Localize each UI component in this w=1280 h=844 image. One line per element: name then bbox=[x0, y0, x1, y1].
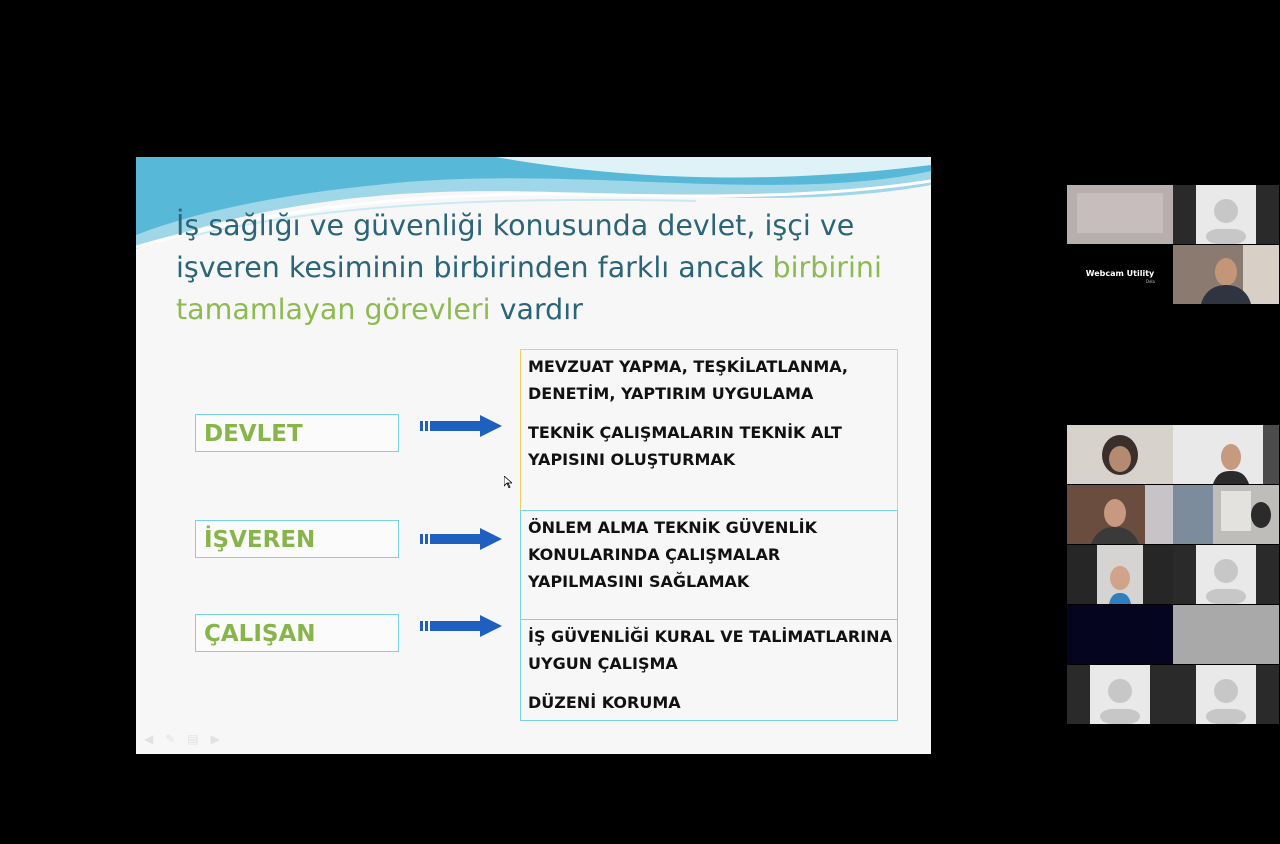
participant-tile-video[interactable] bbox=[1067, 425, 1173, 484]
back-arrow-icon[interactable]: ◀ bbox=[144, 732, 154, 746]
participant-tile-video[interactable] bbox=[1173, 425, 1279, 484]
slide-title bbox=[176, 205, 906, 331]
arrow-right-icon bbox=[420, 528, 502, 550]
participant-tile-video[interactable] bbox=[1173, 485, 1279, 544]
pen-icon[interactable]: ✎ bbox=[165, 732, 176, 746]
participant-tile-video[interactable] bbox=[1067, 485, 1173, 544]
participant-tile-dark[interactable] bbox=[1067, 605, 1173, 664]
arrow-right-icon bbox=[420, 415, 502, 437]
participant-tile-avatar[interactable] bbox=[1173, 185, 1279, 244]
arrow-right-icon bbox=[420, 615, 502, 637]
title-text: İş sağlığı ve güvenliği konusunda devlet, işçi ve işveren kesiminin birbirinden farklı ancak bbox=[176, 209, 855, 284]
isveren-duties-box bbox=[520, 510, 898, 620]
participant-tile-video[interactable] bbox=[1173, 245, 1279, 304]
label-calisan: ÇALIŞAN bbox=[195, 614, 399, 652]
webcam-utility-sub: Dela bbox=[1145, 279, 1155, 284]
devlet-duty-2: TEKNİK ÇALIŞMALARIN TEKNİK ALT YAPISINI OLUŞTURMAK bbox=[528, 423, 842, 469]
forward-arrow-icon[interactable]: ▶ bbox=[210, 732, 220, 746]
participant-tile-blurred[interactable] bbox=[1173, 605, 1279, 664]
label-devlet: DEVLET bbox=[195, 414, 399, 452]
devlet-duty-1: MEVZUAT YAPMA, TEŞKİLATLANMA, DENETİM, YAPTIRIM UYGULAMA bbox=[528, 357, 848, 403]
devlet-duties-box bbox=[520, 349, 898, 511]
participant-tile-avatar[interactable] bbox=[1173, 545, 1279, 604]
webcam-utility-label: Webcam Utility bbox=[1085, 269, 1155, 278]
participant-tile-video[interactable] bbox=[1067, 545, 1173, 604]
participant-tile-avatar[interactable] bbox=[1173, 665, 1279, 724]
title-text-end: vardır bbox=[490, 293, 583, 326]
calisan-duty-1: İŞ GÜVENLİĞİ KURAL VE TALİMATLARINA UYGUN ÇALIŞMA bbox=[528, 627, 892, 673]
participant-tile-webcam-utility[interactable] bbox=[1067, 245, 1173, 304]
calisan-duty-2: DÜZENİ KORUMA bbox=[528, 693, 681, 712]
menu-icon[interactable]: ▤ bbox=[187, 732, 199, 746]
calisan-duties-box bbox=[520, 619, 898, 721]
title-highlight: birbirini tamamlayan görevleri bbox=[176, 251, 882, 326]
participant-tile-blurred[interactable] bbox=[1067, 185, 1173, 244]
isveren-duty-1: ÖNLEM ALMA TEKNİK GÜVENLİK KONULARINDA ÇALIŞMALAR YAPILMASINI SAĞLAMAK bbox=[528, 518, 817, 591]
slide-nav-controls bbox=[144, 732, 220, 746]
mouse-cursor-icon bbox=[504, 476, 512, 488]
label-isveren: İŞVEREN bbox=[195, 520, 399, 558]
shared-slide bbox=[136, 157, 931, 754]
participant-tile-avatar[interactable] bbox=[1067, 665, 1173, 724]
